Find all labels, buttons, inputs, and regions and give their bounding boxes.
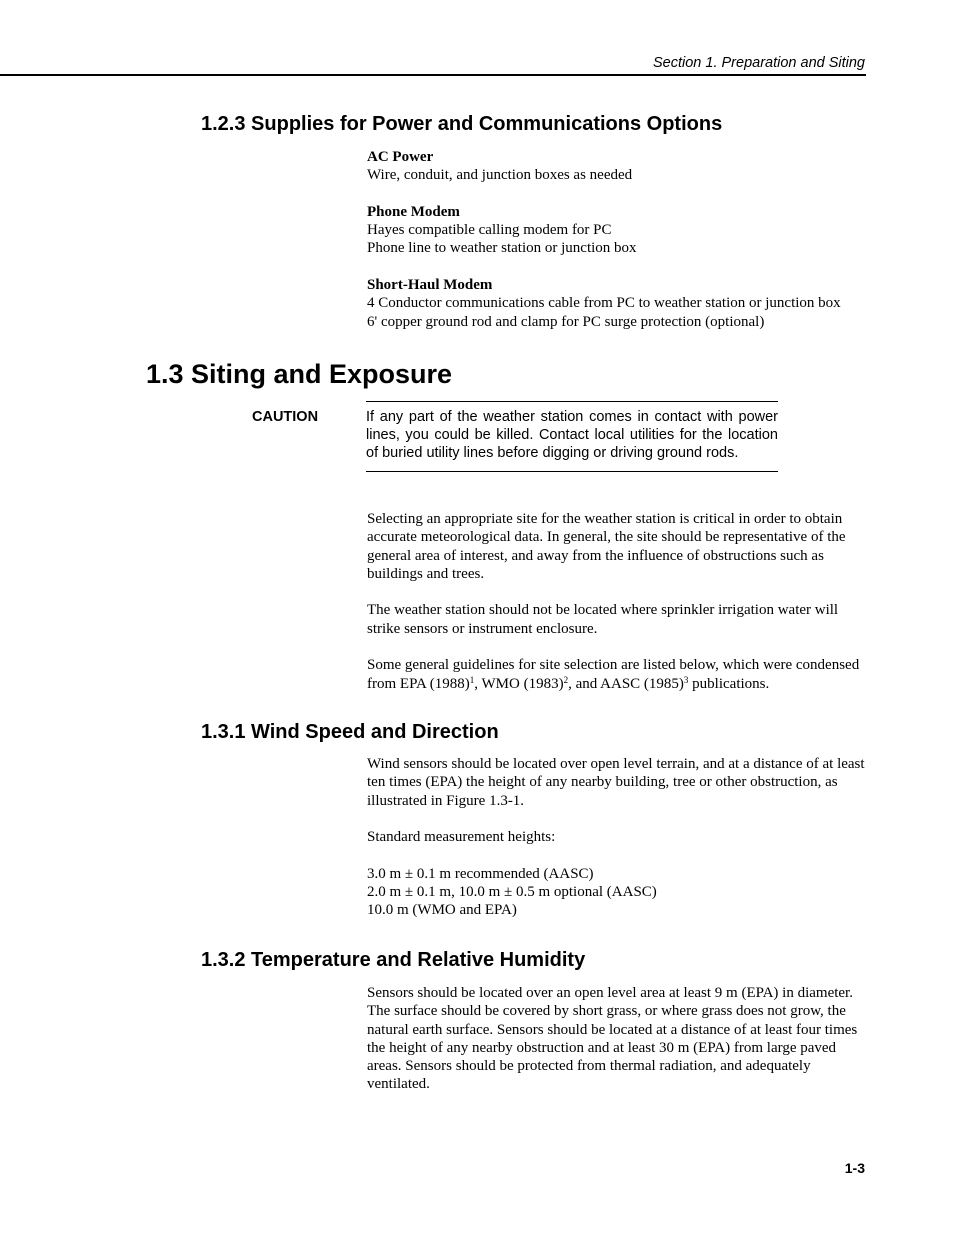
footnote-ref: 1 [469, 674, 475, 685]
paragraph: Sensors should be located over an open level area at least 9 m (EPA) in diameter. The surface should be covered by short grass, or where grass does not grow, the natural earth surface. Sensors should be located at a distance of at least four times the height of any nearby obstruction and at least 30 m (EPA) from large paved areas. Sensors should be protected from thermal radiation, and adequately ventilated. [367, 985, 858, 1093]
phone-modem-line: Phone line to weather station or junction box [367, 240, 637, 257]
section-1-3-body [367, 510, 867, 693]
short-haul-line: 6' copper ground rod and clamp for PC surge protection (optional) [367, 313, 765, 330]
ac-power-title: AC Power [367, 149, 434, 165]
page-number: 1-3 [844, 1160, 865, 1176]
ac-power-line: Wire, conduit, and junction boxes as needed [367, 167, 633, 184]
footnote-ref: 2 [563, 674, 569, 685]
paragraph: Standard measurement heights: [367, 829, 556, 846]
section-1-3-2-body [367, 984, 867, 1094]
running-header: Section 1. Preparation and Siting [653, 55, 865, 71]
footnote-ref: 3 [683, 674, 689, 685]
height-item: 10.0 m (WMO and EPA) [367, 902, 517, 919]
short-haul-line: 4 Conductor communications cable from PC to weather station or junction box [367, 295, 841, 312]
caution-label: CAUTION [252, 409, 319, 425]
caution-text: If any part of the weather station comes in contact with power lines, you could be killed. Contact local utilities for the location of buried utility lines before digging or driving ground rods. [366, 409, 778, 462]
paragraph: Some general guidelines for site selection are listed below, which were condensed from EPA $(1988)^1$, WMO $(1983)^2$, and AASC $(1985)^3$ publications. [367, 657, 860, 692]
height-item: 2.0 m ± 0.1 m, 10.0 m ± 0.5 m optional (AASC) [367, 884, 657, 901]
section-1-2-3-heading: 1.2.3 Supplies for Power and Communications Options [201, 113, 723, 135]
phone-modem-line: Hayes compatible calling modem for PC [367, 222, 612, 239]
paragraph: The weather station should not be located where sprinkler irrigation water will strike sensors or instrument enclosure. [367, 602, 839, 637]
section-1-2-3-body [367, 148, 867, 331]
section-1-3-1-body [367, 755, 867, 920]
paragraph: Wind sensors should be located over open level terrain, and at a distance of at least ten times (EPA) the height of any nearby building, tree or other obstruction, as illustrated in Figure 1.3-1. [367, 756, 865, 809]
phone-modem-title: Phone Modem [367, 203, 460, 220]
header-rule [0, 74, 866, 76]
section-1-3-heading: 1.3 Siting and Exposure [146, 359, 453, 389]
short-haul-title: Short-Haul Modem [367, 277, 493, 294]
section-1-3-1-heading: 1.3.1 Wind Speed and Direction [201, 721, 499, 743]
paragraph: Selecting an appropriate site for the weather station is critical in order to obtain accurate meteorological data. In general, the site should be representative of the general area of interest, and away from the influence of obstructions such as buildings and trees. [367, 511, 846, 582]
height-item: 3.0 m ± 0.1 m recommended (AASC) [367, 865, 594, 882]
caution-box [366, 401, 778, 472]
section-1-3-2-heading: 1.3.2 Temperature and Relative Humidity [201, 949, 586, 971]
